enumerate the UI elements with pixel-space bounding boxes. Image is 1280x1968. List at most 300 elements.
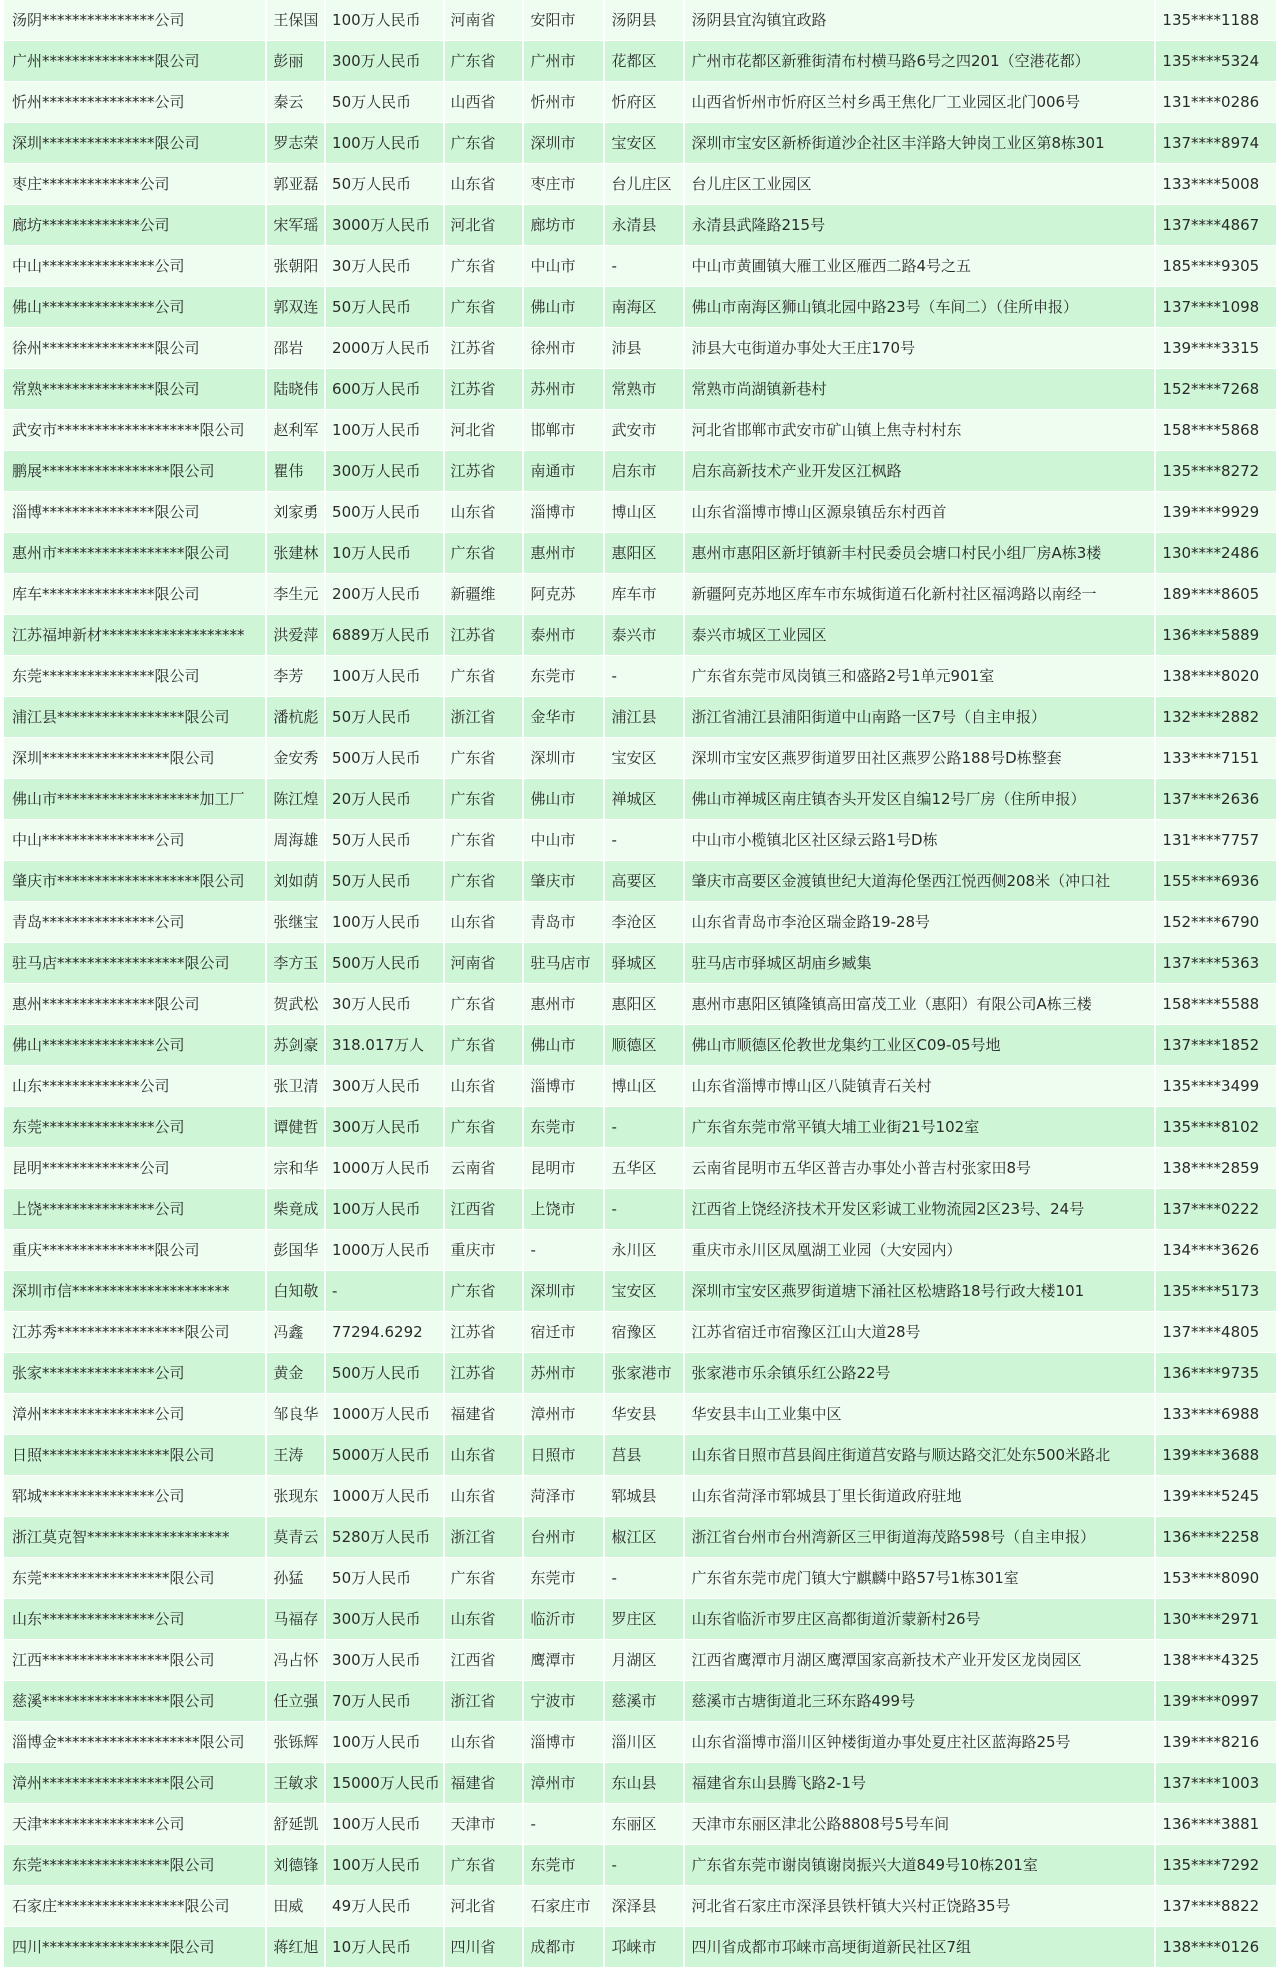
company-cell: 廊坊*************公司 (4, 205, 265, 246)
district-cell: 五华区 (605, 1148, 683, 1189)
address-cell: 启东高新技术产业开发区江枫路 (685, 451, 1154, 492)
table-row (4, 82, 1276, 123)
phone-cell: 152****6790 (1156, 902, 1276, 943)
registered-capital-cell: 300万人民币 (326, 1107, 442, 1148)
table-body (4, 0, 1276, 1968)
legal-person-cell: 彭丽 (267, 41, 324, 82)
city-cell: 驻马店市 (524, 943, 603, 984)
district-cell: 宝安区 (605, 123, 683, 164)
legal-person-cell: 蒋红旭 (267, 1927, 324, 1968)
registered-capital-cell: 20万人民币 (326, 779, 442, 820)
address-cell: 福建省东山县腾飞路2-1号 (685, 1763, 1154, 1804)
legal-person-cell: 邹良华 (267, 1394, 324, 1435)
table-row (4, 1640, 1276, 1681)
company-cell: 东莞***************公司 (4, 1107, 265, 1148)
company-cell: 青岛***************公司 (4, 902, 265, 943)
company-table (2, 0, 1278, 1968)
phone-cell: 158****5868 (1156, 410, 1276, 451)
phone-cell: 134****3626 (1156, 1230, 1276, 1271)
company-cell: 江西*****************限公司 (4, 1640, 265, 1681)
phone-cell: 137****8822 (1156, 1886, 1276, 1927)
phone-cell: 130****2486 (1156, 533, 1276, 574)
city-cell: - (524, 1804, 603, 1845)
city-cell: 昆明市 (524, 1148, 603, 1189)
province-cell: 河南省 (445, 0, 523, 41)
district-cell: - (605, 1189, 683, 1230)
table-row (4, 1558, 1276, 1599)
city-cell: 中山市 (524, 820, 603, 861)
district-cell: 武安市 (605, 410, 683, 451)
city-cell: 中山市 (524, 246, 603, 287)
phone-cell: 135****5173 (1156, 1271, 1276, 1312)
district-cell: 驿城区 (605, 943, 683, 984)
company-cell: 石家庄*****************限公司 (4, 1886, 265, 1927)
company-cell: 山东***************公司 (4, 1599, 265, 1640)
address-cell: 广东省东莞市谢岗镇谢岗振兴大道849号10栋201室 (685, 1845, 1154, 1886)
city-cell: 临沂市 (524, 1599, 603, 1640)
legal-person-cell: 李芳 (267, 656, 324, 697)
district-cell: 东丽区 (605, 1804, 683, 1845)
district-cell: 莒县 (605, 1435, 683, 1476)
table-row (4, 492, 1276, 533)
phone-cell: 137****1852 (1156, 1025, 1276, 1066)
registered-capital-cell: 50万人民币 (326, 697, 442, 738)
address-cell: 广州市花都区新雅街清布村横马路6号之四201（空港花都） (685, 41, 1154, 82)
phone-cell: 138****4325 (1156, 1640, 1276, 1681)
province-cell: 广东省 (445, 779, 523, 820)
legal-person-cell: 孙猛 (267, 1558, 324, 1599)
city-cell: 肇庆市 (524, 861, 603, 902)
table-row (4, 697, 1276, 738)
table-row (4, 1927, 1276, 1968)
phone-cell: 138****8020 (1156, 656, 1276, 697)
phone-cell: 137****4805 (1156, 1312, 1276, 1353)
legal-person-cell: 张朝阳 (267, 246, 324, 287)
table-row (4, 1599, 1276, 1640)
company-cell: 浙江莫克智******************* (4, 1517, 265, 1558)
district-cell: 库车市 (605, 574, 683, 615)
district-cell: 深泽县 (605, 1886, 683, 1927)
table-row (4, 1148, 1276, 1189)
phone-cell: 133****5008 (1156, 164, 1276, 205)
company-cell: 东莞*****************限公司 (4, 1845, 265, 1886)
province-cell: 山东省 (445, 1066, 523, 1107)
registered-capital-cell: 318.017万人 (326, 1025, 442, 1066)
city-cell: 淄博市 (524, 1722, 603, 1763)
city-cell: 石家庄市 (524, 1886, 603, 1927)
city-cell: 苏州市 (524, 369, 603, 410)
legal-person-cell: 赵利军 (267, 410, 324, 451)
district-cell: - (605, 1558, 683, 1599)
phone-cell: 139****3688 (1156, 1435, 1276, 1476)
address-cell: 中山市小榄镇北区社区绿云路1号D栋 (685, 820, 1154, 861)
district-cell: 宝安区 (605, 1271, 683, 1312)
legal-person-cell: 罗志荣 (267, 123, 324, 164)
table-row (4, 1517, 1276, 1558)
table-row (4, 328, 1276, 369)
legal-person-cell: 莫青云 (267, 1517, 324, 1558)
district-cell: 禅城区 (605, 779, 683, 820)
registered-capital-cell: 10万人民币 (326, 1927, 442, 1968)
address-cell: 驻马店市驿城区胡庙乡臧集 (685, 943, 1154, 984)
city-cell: 邯郸市 (524, 410, 603, 451)
phone-cell: 133****7151 (1156, 738, 1276, 779)
district-cell: 台儿庄区 (605, 164, 683, 205)
registered-capital-cell: 300万人民币 (326, 1599, 442, 1640)
company-cell: 肇庆市*******************限公司 (4, 861, 265, 902)
company-cell: 汤阴***************公司 (4, 0, 265, 41)
company-cell: 山东*************公司 (4, 1066, 265, 1107)
legal-person-cell: 张现东 (267, 1476, 324, 1517)
legal-person-cell: 刘如荫 (267, 861, 324, 902)
registered-capital-cell: - (326, 1271, 442, 1312)
province-cell: 广东省 (445, 287, 523, 328)
province-cell: 新疆维 (445, 574, 523, 615)
address-cell: 山东省淄博市淄川区钟楼街道办事处夏庄社区蓝海路25号 (685, 1722, 1154, 1763)
company-cell: 漳州***************公司 (4, 1394, 265, 1435)
phone-cell: 136****9735 (1156, 1353, 1276, 1394)
province-cell: 江西省 (445, 1189, 523, 1230)
address-cell: 山东省菏泽市郓城县丁里长街道政府驻地 (685, 1476, 1154, 1517)
address-cell: 佛山市顺德区伦教世龙集约工业区C09-05号地 (685, 1025, 1154, 1066)
district-cell: 花都区 (605, 41, 683, 82)
address-cell: 张家港市乐余镇乐红公路22号 (685, 1353, 1154, 1394)
table-row (4, 1435, 1276, 1476)
province-cell: 山东省 (445, 164, 523, 205)
registered-capital-cell: 15000万人民币 (326, 1763, 442, 1804)
city-cell: 苏州市 (524, 1353, 603, 1394)
legal-person-cell: 洪爱萍 (267, 615, 324, 656)
city-cell: - (524, 1230, 603, 1271)
company-cell: 深圳市信********************* (4, 1271, 265, 1312)
company-cell: 中山***************公司 (4, 246, 265, 287)
address-cell: 河北省邯郸市武安市矿山镇上焦寺村村东 (685, 410, 1154, 451)
legal-person-cell: 郭亚磊 (267, 164, 324, 205)
province-cell: 福建省 (445, 1763, 523, 1804)
address-cell: 沛县大屯街道办事处大王庄170号 (685, 328, 1154, 369)
table-row (4, 1312, 1276, 1353)
district-cell: 高要区 (605, 861, 683, 902)
province-cell: 江苏省 (445, 1353, 523, 1394)
city-cell: 东莞市 (524, 1845, 603, 1886)
table-row (4, 1886, 1276, 1927)
legal-person-cell: 任立强 (267, 1681, 324, 1722)
district-cell: 邛崃市 (605, 1927, 683, 1968)
district-cell: 顺德区 (605, 1025, 683, 1066)
city-cell: 台州市 (524, 1517, 603, 1558)
phone-cell: 135****5324 (1156, 41, 1276, 82)
legal-person-cell: 张继宝 (267, 902, 324, 943)
table-row (4, 820, 1276, 861)
legal-person-cell: 王涛 (267, 1435, 324, 1476)
province-cell: 广东省 (445, 41, 523, 82)
registered-capital-cell: 3000万人民币 (326, 205, 442, 246)
table-row (4, 902, 1276, 943)
city-cell: 日照市 (524, 1435, 603, 1476)
address-cell: 常熟市尚湖镇新巷村 (685, 369, 1154, 410)
address-cell: 永清县武隆路215号 (685, 205, 1154, 246)
address-cell: 山东省青岛市李沧区瑞金路19-28号 (685, 902, 1154, 943)
phone-cell: 135****8102 (1156, 1107, 1276, 1148)
table-row (4, 369, 1276, 410)
address-cell: 泰兴市城区工业园区 (685, 615, 1154, 656)
registered-capital-cell: 70万人民币 (326, 1681, 442, 1722)
company-cell: 日照*****************限公司 (4, 1435, 265, 1476)
table-row (4, 164, 1276, 205)
company-cell: 江苏福坤新材******************* (4, 615, 265, 656)
registered-capital-cell: 5280万人民币 (326, 1517, 442, 1558)
address-cell: 江苏省宿迁市宿豫区江山大道28号 (685, 1312, 1154, 1353)
phone-cell: 155****6936 (1156, 861, 1276, 902)
legal-person-cell: 苏剑豪 (267, 1025, 324, 1066)
phone-cell: 139****5245 (1156, 1476, 1276, 1517)
registered-capital-cell: 6889万人民币 (326, 615, 442, 656)
city-cell: 金华市 (524, 697, 603, 738)
phone-cell: 137****0222 (1156, 1189, 1276, 1230)
city-cell: 泰州市 (524, 615, 603, 656)
city-cell: 佛山市 (524, 1025, 603, 1066)
company-cell: 佛山市*******************加工厂 (4, 779, 265, 820)
table-row (4, 574, 1276, 615)
legal-person-cell: 潘杭彪 (267, 697, 324, 738)
company-cell: 佛山***************公司 (4, 287, 265, 328)
province-cell: 浙江省 (445, 697, 523, 738)
phone-cell: 153****8090 (1156, 1558, 1276, 1599)
district-cell: 华安县 (605, 1394, 683, 1435)
address-cell: 新疆阿克苏地区库车市东城街道石化新村社区福鸿路以南经一 (685, 574, 1154, 615)
phone-cell: 158****5588 (1156, 984, 1276, 1025)
legal-person-cell: 张卫清 (267, 1066, 324, 1107)
registered-capital-cell: 500万人民币 (326, 738, 442, 779)
company-cell: 惠州市*****************限公司 (4, 533, 265, 574)
province-cell: 河北省 (445, 205, 523, 246)
city-cell: 东莞市 (524, 1558, 603, 1599)
province-cell: 山西省 (445, 82, 523, 123)
district-cell: 东山县 (605, 1763, 683, 1804)
company-cell: 郓城***************公司 (4, 1476, 265, 1517)
company-cell: 深圳*****************限公司 (4, 738, 265, 779)
phone-cell: 132****2882 (1156, 697, 1276, 738)
city-cell: 阿克苏 (524, 574, 603, 615)
company-cell: 天津***************公司 (4, 1804, 265, 1845)
province-cell: 山东省 (445, 492, 523, 533)
province-cell: 广东省 (445, 123, 523, 164)
address-cell: 广东省东莞市虎门镇大宁麒麟中路57号1栋301室 (685, 1558, 1154, 1599)
phone-cell: 135****8272 (1156, 451, 1276, 492)
phone-cell: 136****5889 (1156, 615, 1276, 656)
province-cell: 广东省 (445, 656, 523, 697)
province-cell: 重庆市 (445, 1230, 523, 1271)
legal-person-cell: 舒延凯 (267, 1804, 324, 1845)
district-cell: 郓城县 (605, 1476, 683, 1517)
district-cell: - (605, 1845, 683, 1886)
district-cell: 沛县 (605, 328, 683, 369)
registered-capital-cell: 10万人民币 (326, 533, 442, 574)
city-cell: 东莞市 (524, 656, 603, 697)
address-cell: 惠州市惠阳区镇隆镇高田富茂工业（惠阳）有限公司A栋三楼 (685, 984, 1154, 1025)
city-cell: 淄博市 (524, 1066, 603, 1107)
address-cell: 江西省鹰潭市月湖区鹰潭国家高新技术产业开发区龙岗园区 (685, 1640, 1154, 1681)
city-cell: 宿迁市 (524, 1312, 603, 1353)
province-cell: 山东省 (445, 1599, 523, 1640)
company-cell: 忻州***************公司 (4, 82, 265, 123)
company-cell: 昆明*************公司 (4, 1148, 265, 1189)
province-cell: 四川省 (445, 1927, 523, 1968)
city-cell: 成都市 (524, 1927, 603, 1968)
legal-person-cell: 田威 (267, 1886, 324, 1927)
city-cell: 南通市 (524, 451, 603, 492)
city-cell: 上饶市 (524, 1189, 603, 1230)
registered-capital-cell: 300万人民币 (326, 41, 442, 82)
province-cell: 广东省 (445, 861, 523, 902)
registered-capital-cell: 1000万人民币 (326, 1476, 442, 1517)
province-cell: 浙江省 (445, 1681, 523, 1722)
table-row (4, 1189, 1276, 1230)
province-cell: 江苏省 (445, 328, 523, 369)
address-cell: 山东省淄博市博山区源泉镇岳东村西首 (685, 492, 1154, 533)
company-cell: 东莞***************限公司 (4, 656, 265, 697)
district-cell: 启东市 (605, 451, 683, 492)
company-cell: 库车***************限公司 (4, 574, 265, 615)
table-row (4, 41, 1276, 82)
legal-person-cell: 黄金 (267, 1353, 324, 1394)
city-cell: 廊坊市 (524, 205, 603, 246)
legal-person-cell: 宋军瑶 (267, 205, 324, 246)
address-cell: 华安县丰山工业集中区 (685, 1394, 1154, 1435)
city-cell: 枣庄市 (524, 164, 603, 205)
province-cell: 广东省 (445, 1271, 523, 1312)
phone-cell: 136****2258 (1156, 1517, 1276, 1558)
company-cell: 上饶***************公司 (4, 1189, 265, 1230)
phone-cell: 139****0997 (1156, 1681, 1276, 1722)
legal-person-cell: 柴竟成 (267, 1189, 324, 1230)
province-cell: 江西省 (445, 1640, 523, 1681)
company-cell: 常熟***************限公司 (4, 369, 265, 410)
table-row (4, 1681, 1276, 1722)
phone-cell: 152****7268 (1156, 369, 1276, 410)
registered-capital-cell: 100万人民币 (326, 1722, 442, 1763)
table-row (4, 205, 1276, 246)
registered-capital-cell: 30万人民币 (326, 984, 442, 1025)
phone-cell: 130****2971 (1156, 1599, 1276, 1640)
district-cell: 忻府区 (605, 82, 683, 123)
district-cell: 南海区 (605, 287, 683, 328)
city-cell: 惠州市 (524, 533, 603, 574)
registered-capital-cell: 1000万人民币 (326, 1148, 442, 1189)
table-row (4, 1722, 1276, 1763)
district-cell: 李沧区 (605, 902, 683, 943)
company-cell: 惠州***************限公司 (4, 984, 265, 1025)
registered-capital-cell: 100万人民币 (326, 656, 442, 697)
table-row (4, 615, 1276, 656)
table-row (4, 1763, 1276, 1804)
district-cell: 惠阳区 (605, 984, 683, 1025)
address-cell: 肇庆市高要区金渡镇世纪大道海伦堡西江悦西侧208米（冲口社 (685, 861, 1154, 902)
district-cell: 张家港市 (605, 1353, 683, 1394)
company-cell: 浦江县*****************限公司 (4, 697, 265, 738)
city-cell: 佛山市 (524, 779, 603, 820)
company-cell: 枣庄*************公司 (4, 164, 265, 205)
company-cell: 四川*****************限公司 (4, 1927, 265, 1968)
address-cell: 江西省上饶经济技术开发区彩诚工业物流园2区23号、24号 (685, 1189, 1154, 1230)
province-cell: 江苏省 (445, 615, 523, 656)
company-cell: 佛山***************公司 (4, 1025, 265, 1066)
table-row (4, 861, 1276, 902)
phone-cell: 137****1003 (1156, 1763, 1276, 1804)
district-cell: 浦江县 (605, 697, 683, 738)
company-cell: 淄博金*******************限公司 (4, 1722, 265, 1763)
phone-cell: 137****2636 (1156, 779, 1276, 820)
address-cell: 佛山市南海区狮山镇北园中路23号（车间二）（住所申报） (685, 287, 1154, 328)
province-cell: 河北省 (445, 1886, 523, 1927)
address-cell: 深圳市宝安区新桥街道沙企社区丰洋路大钟岗工业区第8栋301 (685, 123, 1154, 164)
district-cell: 博山区 (605, 492, 683, 533)
registered-capital-cell: 2000万人民币 (326, 328, 442, 369)
legal-person-cell: 马福存 (267, 1599, 324, 1640)
address-cell: 惠州市惠阳区新圩镇新丰村民委员会塘口村民小组厂房A栋3楼 (685, 533, 1154, 574)
city-cell: 安阳市 (524, 0, 603, 41)
registered-capital-cell: 50万人民币 (326, 82, 442, 123)
registered-capital-cell: 30万人民币 (326, 246, 442, 287)
city-cell: 东莞市 (524, 1107, 603, 1148)
province-cell: 河北省 (445, 410, 523, 451)
district-cell: 常熟市 (605, 369, 683, 410)
registered-capital-cell: 100万人民币 (326, 410, 442, 451)
address-cell: 云南省昆明市五华区普吉办事处小普吉村张家田8号 (685, 1148, 1154, 1189)
table-row (4, 984, 1276, 1025)
district-cell: - (605, 820, 683, 861)
registered-capital-cell: 100万人民币 (326, 1804, 442, 1845)
table-row (4, 1353, 1276, 1394)
registered-capital-cell: 300万人民币 (326, 1640, 442, 1681)
company-cell: 武安市*******************限公司 (4, 410, 265, 451)
province-cell: 广东省 (445, 1845, 523, 1886)
province-cell: 广东省 (445, 984, 523, 1025)
province-cell: 河南省 (445, 943, 523, 984)
company-cell: 慈溪*****************限公司 (4, 1681, 265, 1722)
city-cell: 徐州市 (524, 328, 603, 369)
city-cell: 漳州市 (524, 1763, 603, 1804)
company-cell: 重庆***************限公司 (4, 1230, 265, 1271)
province-cell: 广东省 (445, 246, 523, 287)
phone-cell: 185****9305 (1156, 246, 1276, 287)
registered-capital-cell: 49万人民币 (326, 1886, 442, 1927)
phone-cell: 137****4867 (1156, 205, 1276, 246)
phone-cell: 139****9929 (1156, 492, 1276, 533)
district-cell: - (605, 656, 683, 697)
district-cell: 慈溪市 (605, 1681, 683, 1722)
district-cell: 永川区 (605, 1230, 683, 1271)
city-cell: 深圳市 (524, 738, 603, 779)
registered-capital-cell: 100万人民币 (326, 123, 442, 164)
address-cell: 广东省东莞市常平镇大埔工业街21号102室 (685, 1107, 1154, 1148)
province-cell: 山东省 (445, 1722, 523, 1763)
address-cell: 山东省临沂市罗庄区高都街道沂蒙新村26号 (685, 1599, 1154, 1640)
legal-person-cell: 冯占怀 (267, 1640, 324, 1681)
registered-capital-cell: 50万人民币 (326, 1558, 442, 1599)
address-cell: 山西省忻州市忻府区兰村乡禹王焦化厂工业园区北门006号 (685, 82, 1154, 123)
address-cell: 河北省石家庄市深泽县铁杆镇大兴村正饶路35号 (685, 1886, 1154, 1927)
phone-cell: 139****8216 (1156, 1722, 1276, 1763)
city-cell: 宁波市 (524, 1681, 603, 1722)
district-cell: 惠阳区 (605, 533, 683, 574)
legal-person-cell: 陈江煌 (267, 779, 324, 820)
legal-person-cell: 陆晓伟 (267, 369, 324, 410)
legal-person-cell: 李方玉 (267, 943, 324, 984)
table-row (4, 410, 1276, 451)
city-cell: 青岛市 (524, 902, 603, 943)
table-row (4, 246, 1276, 287)
